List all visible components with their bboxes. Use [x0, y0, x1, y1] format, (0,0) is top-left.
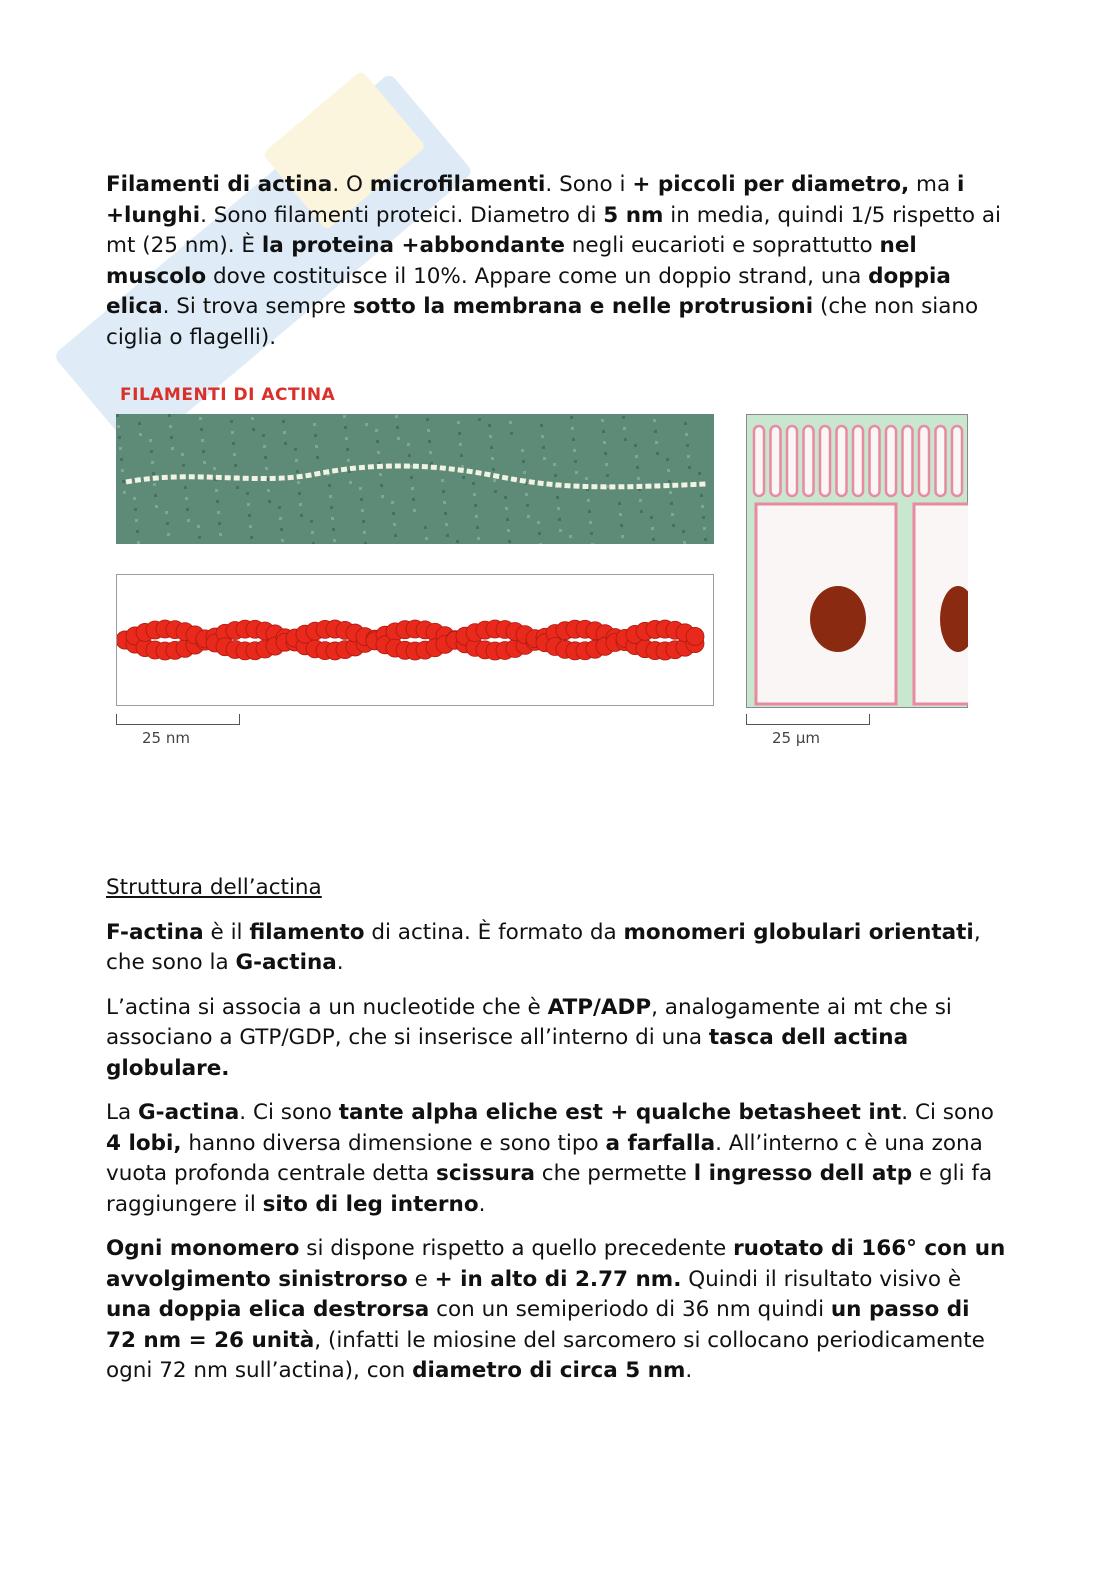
texture-speck [361, 509, 364, 512]
texture-speck [457, 421, 460, 424]
texture-speck [217, 511, 220, 514]
texture-speck [475, 515, 478, 518]
texture-speck [572, 438, 575, 441]
texture-speck [363, 531, 366, 534]
epithelial-cells-image [746, 414, 968, 708]
texture-speck [184, 486, 187, 489]
texture-speck [459, 443, 462, 446]
texture-speck [558, 518, 561, 521]
texture-speck [169, 425, 172, 428]
texture-speck [621, 535, 624, 538]
microvillus [919, 426, 929, 496]
texture-speck [688, 466, 691, 469]
texture-speck [424, 526, 427, 529]
texture-speck [262, 434, 265, 437]
texture-speck [425, 537, 428, 540]
texture-speck [265, 467, 268, 470]
texture-speck [476, 526, 479, 529]
texture-speck [391, 501, 394, 504]
microvillus [787, 426, 797, 496]
texture-speck [123, 491, 126, 494]
texture-speck [702, 516, 705, 519]
texture-speck [540, 424, 543, 427]
texture-speck [444, 512, 447, 515]
microvillus [837, 426, 847, 496]
texture-speck [410, 476, 413, 479]
texture-speck [213, 467, 216, 470]
texture-speck [526, 504, 529, 507]
texture-speck [236, 486, 239, 489]
texture-speck [618, 502, 621, 505]
texture-speck [508, 540, 511, 543]
texture-speck [473, 493, 476, 496]
actin-figure [106, 369, 976, 761]
microvillus [936, 426, 946, 496]
texture-speck [263, 445, 266, 448]
texture-speck [587, 499, 590, 502]
texture-speck [441, 479, 444, 482]
actin-monomer [686, 627, 704, 645]
texture-speck [537, 521, 540, 524]
texture-speck [640, 510, 643, 513]
texture-speck [202, 450, 205, 453]
texture-speck [575, 471, 578, 474]
texture-speck [155, 505, 158, 508]
texture-speck [314, 434, 317, 437]
microvillus [820, 426, 830, 496]
texture-speck [505, 507, 508, 510]
texture-speck [604, 452, 607, 455]
texture-speck [280, 528, 283, 531]
texture-speck [656, 452, 659, 455]
texture-speck [137, 541, 140, 544]
texture-speck [360, 498, 363, 501]
texture-speck [458, 432, 461, 435]
section-title: Struttura dell’actina [106, 875, 322, 900]
texture-speck [345, 437, 348, 440]
texture-speck [215, 489, 218, 492]
texture-speck [246, 492, 249, 495]
texture-speck [542, 446, 545, 449]
texture-speck [346, 448, 349, 451]
texture-speck [653, 419, 656, 422]
texture-speck [603, 441, 606, 444]
texture-speck [150, 450, 153, 453]
texture-speck [635, 455, 638, 458]
texture-speck [329, 495, 332, 498]
texture-speck [602, 430, 605, 433]
f-actin-paragraph: F-actina è il filamento di actina. È formato da monomeri globulari orientati, che sono la G-actina. [106, 919, 981, 975]
texture-speck [489, 435, 492, 438]
texture-speck [527, 515, 530, 518]
texture-speck [683, 541, 686, 544]
microvillus [870, 426, 880, 496]
texture-speck [379, 473, 382, 476]
texture-speck [392, 512, 395, 515]
texture-speck [395, 415, 398, 418]
texture-speck [620, 524, 623, 527]
microvillus [952, 426, 962, 496]
microvillus [903, 426, 913, 496]
texture-speck [281, 539, 284, 542]
scale-bar-right [746, 714, 870, 725]
texture-speck [606, 474, 609, 477]
texture-speck [279, 517, 282, 520]
texture-speck [165, 511, 168, 514]
texture-speck [233, 453, 236, 456]
texture-speck [231, 431, 234, 434]
texture-speck [460, 454, 463, 457]
texture-speck [153, 483, 156, 486]
texture-speck [590, 532, 593, 535]
texture-speck [396, 426, 399, 429]
texture-speck [149, 439, 152, 442]
texture-speck [250, 536, 253, 539]
texture-speck [493, 479, 496, 482]
texture-speck [655, 441, 658, 444]
texture-speck [682, 530, 685, 533]
texture-speck [589, 521, 592, 524]
texture-speck [407, 443, 410, 446]
scale-bar-left [116, 714, 240, 725]
texture-speck [359, 487, 362, 490]
texture-speck [522, 460, 525, 463]
texture-speck [684, 422, 687, 425]
texture-speck [472, 482, 475, 485]
texture-speck [559, 529, 562, 532]
texture-speck [267, 489, 270, 492]
texture-speck [120, 458, 123, 461]
texture-speck [328, 484, 331, 487]
g-actin-paragraph: La G-actina. Ci sono tante alpha eliche est + qualche betasheet int. Ci sono 4 lobi, hanno diversa dimensione e sono tipo a farfalla. All’interno c è una zona vuota profonda centrale detta scissura che permette l ingresso dell atp e gli fa raggiungere il sito di leg interno. [106, 1100, 994, 1217]
texture-speck [333, 539, 336, 542]
texture-speck [297, 481, 300, 484]
texture-speck [200, 428, 203, 431]
texture-speck [504, 496, 507, 499]
texture-speck [136, 530, 139, 533]
texture-speck [330, 506, 333, 509]
texture-speck [573, 449, 576, 452]
texture-speck [197, 525, 200, 528]
texture-speck [380, 484, 383, 487]
texture-speck [430, 462, 433, 465]
texture-speck [397, 437, 400, 440]
double-helix-drawing [117, 575, 713, 705]
monomer-paragraph: Ogni monomero si dispone rispetto a quello precedente ruotato di 166° con un avvolgimento sinistrorso e + in alto di 2.77 nm. Quindi il risultato visivo è una doppia elica destrorsa con un semiperiodo di 36 nm quindi un passo di 72 nm = 26 unità, (infatti le miosine del sarcomero si collocano periodicamente ogni 72 nm sull’actina), con diametro di circa 5 nm. [106, 1236, 1006, 1383]
texture-speck [456, 540, 459, 543]
texture-speck [393, 523, 396, 526]
texture-speck [553, 463, 556, 466]
texture-speck [167, 533, 170, 536]
texture-speck [667, 469, 670, 472]
texture-speck [474, 504, 477, 507]
texture-speck [571, 427, 574, 430]
microvillus [804, 426, 814, 496]
texture-speck [574, 460, 577, 463]
figure-title: FILAMENTI DI ACTINA [120, 385, 336, 405]
texture-speck [525, 493, 528, 496]
texture-speck [347, 459, 350, 462]
texture-speck [381, 495, 384, 498]
texture-speck [349, 481, 352, 484]
texture-speck [672, 524, 675, 527]
texture-speck [569, 535, 572, 538]
texture-speck [445, 523, 448, 526]
texture-speck [446, 534, 449, 537]
texture-speck [492, 468, 495, 471]
texture-speck [543, 457, 546, 460]
microvillus [853, 426, 863, 496]
intro-paragraph: Filamenti di actina. O microfilamenti. Sono i + piccoli per diametro, ma i +lunghi. Sono filamenti proteici. Diametro di 5 nm in media, quindi 1/5 rispetto ai mt (25 nm). È la proteina +abbondante negli eucarioti e soprattutto nel muscolo dove costituisce il 10%. Appare come un doppio strand, una doppia elica. Si trova sempre sotto la membrana e nelle protrusioni (che non siano ciglia o flagelli). [106, 172, 1001, 350]
texture-speck [283, 431, 286, 434]
texture-speck [294, 448, 297, 451]
texture-speck [364, 542, 367, 544]
texture-speck [365, 423, 368, 426]
texture-speck [478, 418, 481, 421]
microvillus [886, 426, 896, 496]
texture-speck [375, 429, 378, 432]
texture-speck [171, 447, 174, 450]
texture-speck [199, 417, 202, 420]
texture-speck [622, 416, 625, 419]
texture-speck [509, 421, 512, 424]
texture-speck [491, 457, 494, 460]
texture-speck [666, 458, 669, 461]
texture-speck [669, 491, 672, 494]
scale-label-left: 25 nm [142, 729, 190, 747]
texture-speck [186, 508, 189, 511]
texture-speck [362, 520, 365, 523]
texture-speck [557, 507, 560, 510]
texture-speck [411, 487, 414, 490]
texture-speck [428, 440, 431, 443]
texture-speck [251, 417, 254, 420]
texture-speck [187, 519, 190, 522]
texture-speck [651, 527, 654, 530]
microvillus [771, 426, 781, 496]
texture-speck [300, 514, 303, 517]
texture-speck [119, 447, 122, 450]
microvillus [754, 426, 764, 496]
texture-speck [671, 513, 674, 516]
texture-speck [490, 446, 493, 449]
electron-micrograph-image [116, 414, 714, 544]
texture-speck [116, 414, 119, 417]
texture-speck [408, 454, 411, 457]
texture-speck [139, 433, 142, 436]
texture-speck [135, 519, 138, 522]
texture-speck [624, 438, 627, 441]
texture-speck [201, 439, 204, 442]
texture-speck [344, 426, 347, 429]
texture-speck [299, 503, 302, 506]
texture-speck [117, 425, 120, 428]
texture-speck [591, 543, 594, 544]
texture-speck [284, 442, 287, 445]
texture-speck [182, 464, 185, 467]
texture-speck [268, 500, 271, 503]
texture-speck [121, 469, 124, 472]
texture-speck [248, 514, 251, 517]
texture-speck [670, 502, 673, 505]
texture-speck [488, 424, 491, 427]
texture-speck [152, 472, 155, 475]
texture-speck [247, 503, 250, 506]
texture-speck [554, 474, 557, 477]
texture-speck [704, 538, 707, 541]
texture-speck [687, 455, 690, 458]
texture-speck [443, 501, 446, 504]
texture-speck [506, 518, 509, 521]
texture-speck [264, 456, 267, 459]
texture-speck [636, 466, 639, 469]
texture-speck [461, 465, 464, 468]
texture-speck [278, 506, 281, 509]
texture-speck [315, 445, 318, 448]
texture-speck [650, 516, 653, 519]
texture-speck [462, 476, 465, 479]
texture-speck [539, 543, 542, 544]
texture-speck [343, 415, 346, 418]
texture-speck [230, 420, 233, 423]
texture-speck [198, 536, 201, 539]
texture-speck [541, 435, 544, 438]
texture-speck [331, 517, 334, 520]
texture-speck [168, 414, 171, 417]
texture-speck [686, 444, 689, 447]
texture-speck [700, 494, 703, 497]
texture-speck [601, 419, 604, 422]
texture-speck [429, 451, 432, 454]
texture-speck [585, 477, 588, 480]
texture-speck [138, 422, 141, 425]
texture-speck [219, 533, 222, 536]
texture-speck [232, 442, 235, 445]
texture-speck [413, 509, 416, 512]
texture-speck [295, 459, 298, 462]
texture-speck [701, 505, 704, 508]
texture-speck [282, 420, 285, 423]
texture-speck [151, 461, 154, 464]
document-content [106, 170, 1006, 1387]
texture-speck [316, 456, 319, 459]
texture-speck [216, 500, 219, 503]
texture-speck [639, 499, 642, 502]
texture-speck [252, 428, 255, 431]
cell-nucleus [810, 586, 866, 652]
texture-speck [619, 513, 622, 516]
texture-speck [510, 432, 513, 435]
texture-speck [134, 508, 137, 511]
texture-speck [623, 427, 626, 430]
texture-speck [668, 480, 671, 483]
texture-speck [203, 461, 206, 464]
texture-speck [685, 433, 688, 436]
texture-speck [133, 497, 136, 500]
texture-speck [166, 522, 169, 525]
nucleotide-paragraph: L’actina si associa a un nucleotide che è ATP/ADP, analogamente ai mt che si associano a GTP/GDP, che si inserisce all’interno di una tasca dell actina globulare. [106, 994, 952, 1081]
texture-speck [426, 418, 429, 421]
texture-speck [556, 496, 559, 499]
texture-speck [154, 494, 157, 497]
texture-speck [313, 423, 316, 426]
texture-speck [652, 538, 655, 541]
texture-speck [588, 510, 591, 513]
texture-speck [442, 490, 445, 493]
scale-label-right: 25 µm [772, 729, 821, 747]
texture-speck [298, 492, 301, 495]
texture-speck [703, 527, 706, 530]
texture-speck [170, 436, 173, 439]
texture-speck [570, 416, 573, 419]
texture-speck [310, 520, 313, 523]
texture-speck [538, 532, 541, 535]
texture-speck [296, 470, 299, 473]
texture-speck [634, 444, 637, 447]
texture-speck [118, 436, 121, 439]
texture-speck [249, 525, 252, 528]
texture-speck [605, 463, 608, 466]
texture-speck [377, 451, 380, 454]
texture-speck [427, 429, 430, 432]
texture-speck [185, 497, 188, 500]
actin-helix-model [116, 574, 714, 706]
texture-speck [311, 531, 314, 534]
texture-speck [412, 498, 415, 501]
texture-speck [637, 477, 640, 480]
texture-speck [234, 464, 237, 467]
texture-speck [218, 522, 221, 525]
texture-speck [477, 537, 480, 540]
texture-speck [122, 480, 125, 483]
texture-speck [181, 453, 184, 456]
texture-speck [654, 430, 657, 433]
texture-speck [376, 440, 379, 443]
texture-speck [312, 542, 315, 544]
texture-speck [523, 471, 526, 474]
texture-speck [332, 528, 335, 531]
texture-speck [698, 472, 701, 475]
texture-speck [521, 449, 524, 452]
texture-speck [394, 534, 397, 537]
texture-speck [494, 490, 497, 493]
texture-speck [507, 529, 510, 532]
